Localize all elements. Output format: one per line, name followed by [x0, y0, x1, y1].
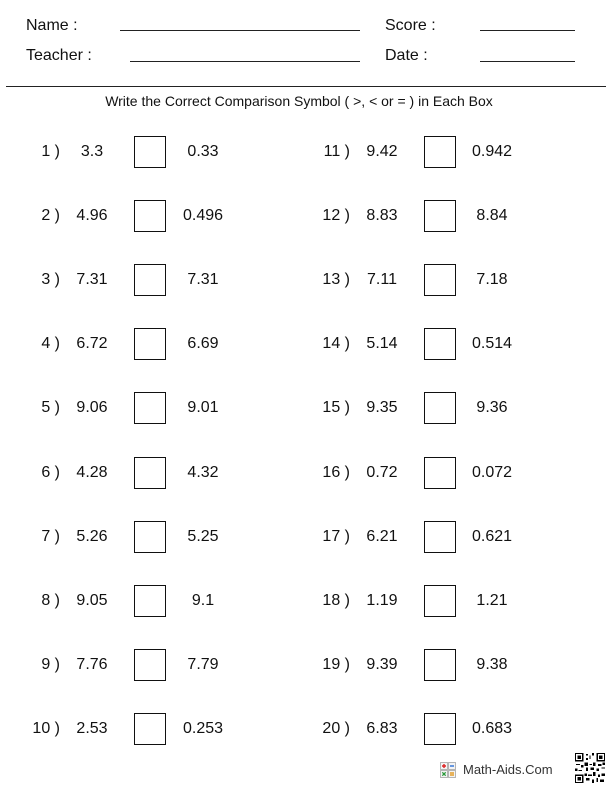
problem-number: 18 ) — [322, 592, 350, 609]
problem-item — [0, 200, 612, 232]
left-value: 4.96 — [76, 207, 108, 224]
right-value: 0.621 — [471, 528, 513, 545]
problem-item — [0, 713, 612, 745]
right-value: 9.36 — [476, 399, 508, 416]
right-value: 4.32 — [187, 464, 219, 481]
left-value: 3.3 — [80, 143, 104, 160]
answer-box[interactable] — [424, 713, 456, 745]
problem-number: 10 ) — [32, 720, 60, 737]
right-value: 7.18 — [476, 271, 508, 288]
instructions: Write the Correct Comparison Symbol ( >, < or = ) in Each Box — [105, 93, 493, 109]
right-value: 1.21 — [476, 592, 508, 609]
answer-box[interactable] — [424, 649, 456, 681]
teacher-field[interactable] — [130, 61, 360, 62]
problem-item — [0, 649, 612, 681]
problem-item — [0, 328, 612, 360]
left-value: 6.21 — [366, 528, 398, 545]
problem-number: 14 ) — [322, 335, 350, 352]
left-value: 7.11 — [367, 271, 397, 288]
left-value: 0.72 — [366, 464, 398, 481]
right-value: 0.253 — [182, 720, 224, 737]
left-value: 6.72 — [76, 335, 108, 352]
problem-number: 2 ) — [41, 207, 60, 224]
problem-number: 9 ) — [41, 656, 60, 673]
left-value: 9.06 — [76, 399, 108, 416]
problem-number: 6 ) — [41, 464, 60, 481]
problem-item — [0, 457, 612, 489]
problem-number: 3 ) — [41, 271, 60, 288]
answer-box[interactable] — [424, 392, 456, 424]
teacher-label: Teacher : — [26, 47, 92, 64]
math-aids-logo-icon — [440, 762, 456, 778]
problem-item — [0, 264, 612, 296]
left-value: 8.83 — [366, 207, 398, 224]
right-value: 0.072 — [471, 464, 513, 481]
name-field[interactable] — [120, 30, 360, 31]
answer-box[interactable] — [424, 457, 456, 489]
right-value: 7.31 — [187, 271, 219, 288]
problem-item — [0, 521, 612, 553]
problem-number: 11 ) — [323, 143, 350, 160]
left-value: 9.35 — [366, 399, 398, 416]
date-label: Date : — [385, 47, 428, 64]
right-value: 7.79 — [187, 656, 219, 673]
answer-box[interactable] — [424, 136, 456, 168]
answer-box[interactable] — [424, 264, 456, 296]
name-label: Name : — [26, 17, 78, 34]
left-value: 6.83 — [366, 720, 398, 737]
left-value: 5.14 — [366, 335, 398, 352]
right-value: 0.496 — [182, 207, 224, 224]
qr-code-icon — [575, 753, 605, 783]
problem-item — [0, 392, 612, 424]
problem-number: 16 ) — [322, 464, 350, 481]
left-value: 2.53 — [76, 720, 108, 737]
right-value: 9.38 — [476, 656, 508, 673]
left-value: 4.28 — [76, 464, 108, 481]
right-value: 9.01 — [187, 399, 219, 416]
right-value: 0.33 — [187, 143, 219, 160]
left-value: 5.26 — [76, 528, 108, 545]
right-value: 9.1 — [191, 592, 215, 609]
header-divider — [6, 86, 606, 87]
problem-number: 13 ) — [322, 271, 350, 288]
problem-number: 1 ) — [41, 143, 60, 160]
problem-number: 12 ) — [322, 207, 350, 224]
answer-box[interactable] — [424, 200, 456, 232]
left-value: 1.19 — [366, 592, 398, 609]
right-value: 6.69 — [187, 335, 219, 352]
right-value: 0.683 — [471, 720, 513, 737]
problem-number: 20 ) — [322, 720, 350, 737]
answer-box[interactable] — [424, 328, 456, 360]
left-value: 9.42 — [366, 143, 398, 160]
left-value: 7.31 — [76, 271, 108, 288]
problem-number: 7 ) — [41, 528, 60, 545]
score-label: Score : — [385, 17, 436, 34]
problem-number: 8 ) — [41, 592, 60, 609]
problem-number: 19 ) — [322, 656, 350, 673]
problem-number: 17 ) — [322, 528, 350, 545]
date-field[interactable] — [480, 61, 575, 62]
problem-number: 5 ) — [41, 399, 60, 416]
right-value: 5.25 — [187, 528, 219, 545]
score-field[interactable] — [480, 30, 575, 31]
answer-box[interactable] — [424, 585, 456, 617]
left-value: 7.76 — [76, 656, 108, 673]
problem-item — [0, 136, 612, 168]
problem-item — [0, 585, 612, 617]
right-value: 0.942 — [471, 143, 513, 160]
footer-site[interactable]: Math-Aids.Com — [463, 762, 553, 777]
right-value: 0.514 — [471, 335, 513, 352]
problem-number: 4 ) — [41, 335, 60, 352]
right-value: 8.84 — [476, 207, 508, 224]
left-value: 9.05 — [76, 592, 108, 609]
answer-box[interactable] — [424, 521, 456, 553]
problem-number: 15 ) — [322, 399, 350, 416]
left-value: 9.39 — [366, 656, 398, 673]
